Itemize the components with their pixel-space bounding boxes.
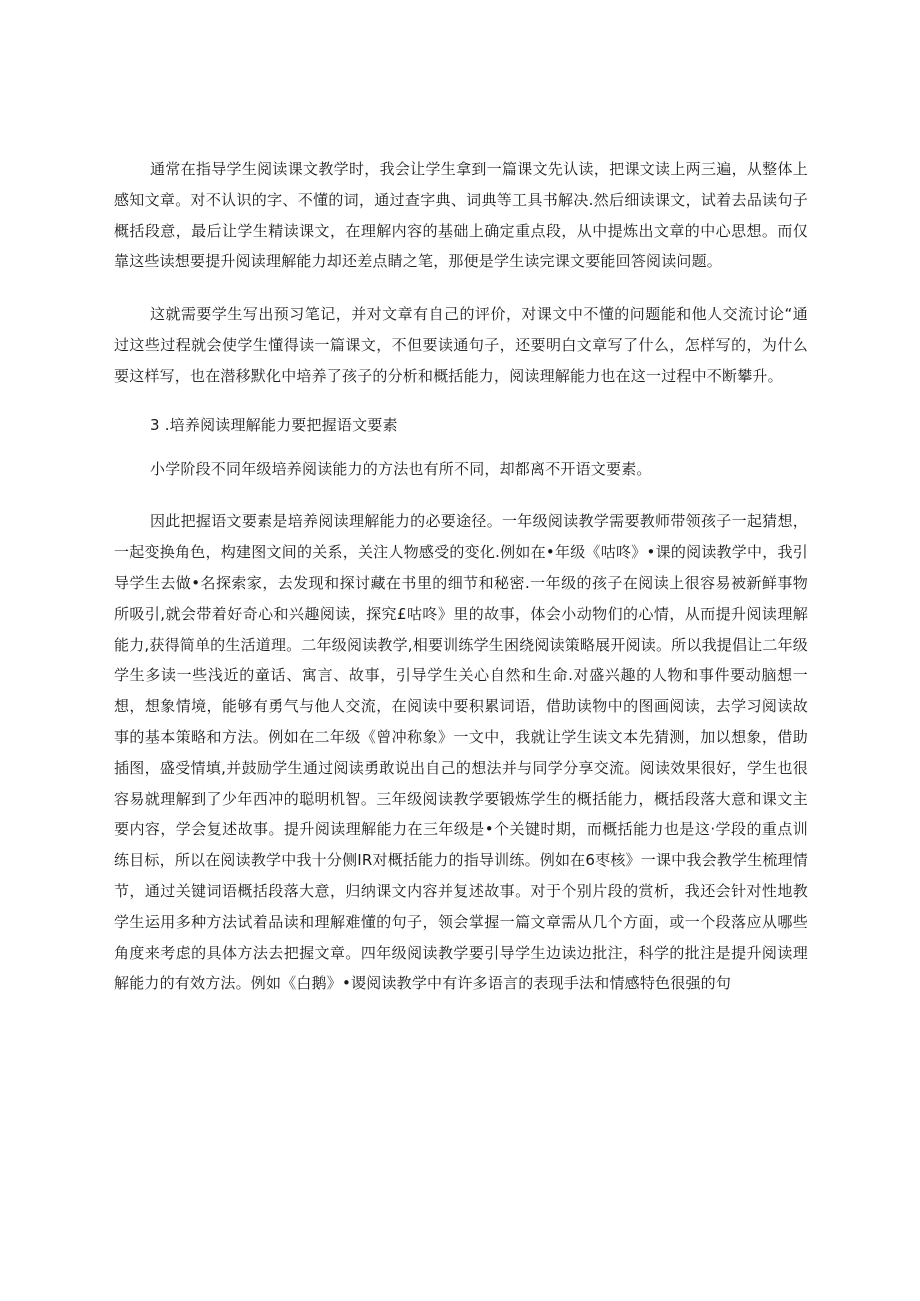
paragraph-preview-notes: 这就需要学生写出预习笔记，并对文章有自己的评价，对课文中不懂的问题能和他人交流讨论“通过这些过程就会使学生懂得读一篇课文，不但要读通句子，还要明白文章写了什么，怎样写的，为什么要这样写，也在潜移默化中培养了孩子的分析和概括能力，阅读理解能力也在这一过程中不断攀升。 [114,305,808,385]
document-page [114,154,808,999]
section-heading: 3 .培养阅读理解能力要把握语文要素 [150,415,398,434]
paragraph-grade-levels: 因此把握语文要素是培养阅读理解能力的必要途径。一年级阅读教学需要教师带领孩子一起猜想，一起变换角色，构建图文间的关系，关注人物感受的变化.例如在•年级《咕咚》•课的阅读教学中，我引导学生去做•名探索家，去发现和探讨藏在书里的细节和秘密.一年级的孩子在阅读上很容易被新鲜事物所吸引,就会带着好奇心和兴趣阅读，探究£咕咚》里的故事，体会小动物们的心情，从而提升阅读理解能力,获得简单的生活道理。二年级阅读教学,相要训练学生困绕阅读策略展开阅读。所以我提倡让二年级学生多读一些浅近的童话、寓言、故事，引导学生关心自然和生命.对盛兴趣的人物和事件要动脑想一想，想象情境，能够有勇气与他人交流，在阅读中要积累词语，借助读物中的图画阅读，去学习阅读故事的基本策略和方法。例如在二年级《曾冲称象》一文中，我就让学生读文本先猜测，加以想象，借助插图，盛受情填,并鼓励学生通过阅读勇敢说出自己的想法并与同学分享交流。阅读效果很好，学生也很容易就理解到了少年西冲的聪明机智。三年级阅读教学要锻炼学生的概括能力，概括段落大意和课文主要内容，学会复述故事。提升阅读理解能力在三年级是•个关键时期，而概括能力也是这·学段的重点训练目标，所以在阅读教学中我十分侧IR对概括能力的指导训练。例如在6枣核》一课中我会教学生梳理情节，通过关键词语概括段落大意，归纳课文内容并复述故事。对于个别片段的赏析，我还会针对性地教学生运用多种方法试着品读和理解难懂的句子，领会掌握一篇文章需从几个方面，或一个段落应从哪些角度来考虑的具体方法去把握文章。四年级阅读教学要引导学生边读边批注，科学的批注是提升阅读理解能力的有效方法。例如《白鹅》•谡阅读教学中有许多语言的表现手法和情感特色很强的句 [114,512,808,993]
paragraph-reading-method: 通常在指导学生阅读课文教学时，我会让学生拿到一篇课文先认读，把课文读上两三遍，从整体上感知文章。对不认识的字、不懂的词，通过查字典、词典等工具书解决.然后细读课文，试着去品读句子概括段意，最后让学生精读课文，在理解内容的基础上确定重点段，从中提炼出文章的中心思想。而仅靠这些读想要提升阅读理解能力却还差点睛之笔，那便是学生读完课文要能回答阅读问题。 [114,160,808,271]
paragraph-intro: 小学阶段不同年级培养阅读能力的方法也有所不同，却都离不开语文要素。 [150,459,652,478]
